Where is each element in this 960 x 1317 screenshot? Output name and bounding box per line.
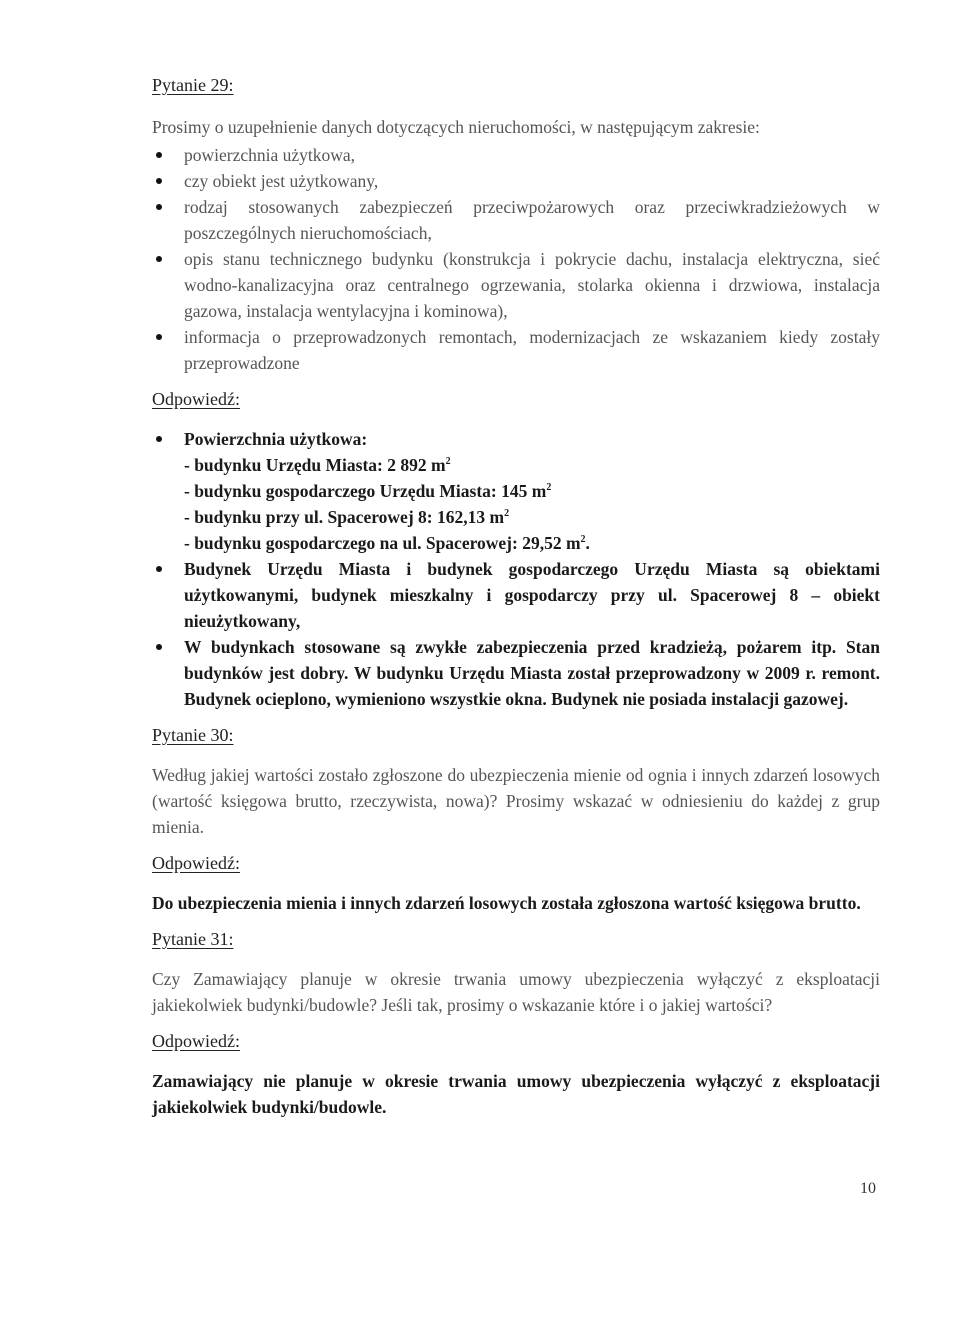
- answer-29-list: [152, 426, 880, 712]
- area-line-text: - budynku gospodarczego Urzędu Miasta: 145 m: [184, 481, 547, 501]
- area-line-sup: 2: [445, 456, 451, 468]
- question-29-list: [152, 142, 880, 376]
- area-line-text: - budynku przy ul. Spacerowej 8: 162,13 m: [184, 507, 505, 527]
- area-line: [184, 530, 880, 556]
- question-31-text: Czy Zamawiający planuje w okresie trwania umowy ubezpieczenia wyłączyć z eksploatacji jakiekolwiek budynki/budowle? Jeśli tak, prosimy o wskazanie które i o jakiej wartości?: [152, 969, 880, 1015]
- question-29-heading: Pytanie 29:: [152, 75, 234, 95]
- list-item: opis stanu technicznego budynku (konstrukcja i pokrycie dachu, instalacja elektryczna, sieć wodno-kanalizacyjna oraz centralnego ogrzewania, stolarka okienna i drzwiowa, instalacja gazowa, instalacja wentylacyjna i kominowa),: [152, 246, 880, 324]
- area-line-tail: .: [585, 533, 590, 553]
- area-line: [184, 452, 880, 478]
- answer-30-text: Do ubezpieczenia mienia i innych zdarzeń losowych została zgłoszona wartość księgowa brutto.: [152, 893, 861, 913]
- answer-29-heading: Odpowiedź:: [152, 389, 240, 409]
- question-31-heading: Pytanie 31:: [152, 929, 234, 949]
- page-number: 10: [860, 1180, 876, 1197]
- list-item: [152, 426, 880, 556]
- page-content: [152, 72, 880, 1120]
- answer-31-heading: Odpowiedź:: [152, 1031, 240, 1051]
- list-item: rodzaj stosowanych zabezpieczeń przeciwpożarowych oraz przeciwkradzieżowych w poszczególnych nieruchomościach,: [152, 194, 880, 246]
- area-line: [184, 478, 880, 504]
- area-line-text: - budynku gospodarczego na ul. Spacerowej: 29,52 m: [184, 533, 581, 553]
- list-item: W budynkach stosowane są zwykłe zabezpieczenia przed kradzieżą, pożarem itp. Stan budynków jest dobry. W budynku Urzędu Miasta został przeprowadzony w 2009 r. remont. Budynek ocieplono, wymieniono wszystkie okna. Budynek nie posiada instalacji gazowej.: [152, 634, 880, 712]
- answer-31-text: Zamawiający nie planuje w okresie trwania umowy ubezpieczenia wyłączyć z eksploatacji jakiekolwiek budynki/budowle.: [152, 1071, 880, 1117]
- list-item: czy obiekt jest użytkowany,: [152, 168, 880, 194]
- area-title: Powierzchnia użytkowa:: [184, 429, 368, 449]
- area-line-sup: 2: [504, 508, 510, 520]
- area-line-sup: 2: [580, 534, 586, 546]
- question-30-heading: Pytanie 30:: [152, 725, 234, 745]
- question-29-intro: Prosimy o uzupełnienie danych dotyczących nieruchomości, w następującym zakresie:: [152, 117, 760, 137]
- list-item: powierzchnia użytkowa,: [152, 142, 880, 168]
- area-line-sup: 2: [546, 482, 552, 494]
- answer-30-heading: Odpowiedź:: [152, 853, 240, 873]
- area-line: [184, 504, 880, 530]
- area-line-text: - budynku Urzędu Miasta: 2 892 m: [184, 455, 446, 475]
- list-item: Budynek Urzędu Miasta i budynek gospodarczego Urzędu Miasta są obiektami użytkowanymi, budynek mieszkalny i gospodarczy przy ul. Spacerowej 8 – obiekt nieużytkowany,: [152, 556, 880, 634]
- question-30-text: Według jakiej wartości zostało zgłoszone do ubezpieczenia mienie od ognia i innych zdarzeń losowych (wartość księgowa brutto, rzeczywista, nowa)? Prosimy wskazać w odniesieniu do każdej z grup mienia.: [152, 765, 880, 837]
- list-item: informacja o przeprowadzonych remontach, modernizacjach ze wskazaniem kiedy zostały przeprowadzone: [152, 324, 880, 376]
